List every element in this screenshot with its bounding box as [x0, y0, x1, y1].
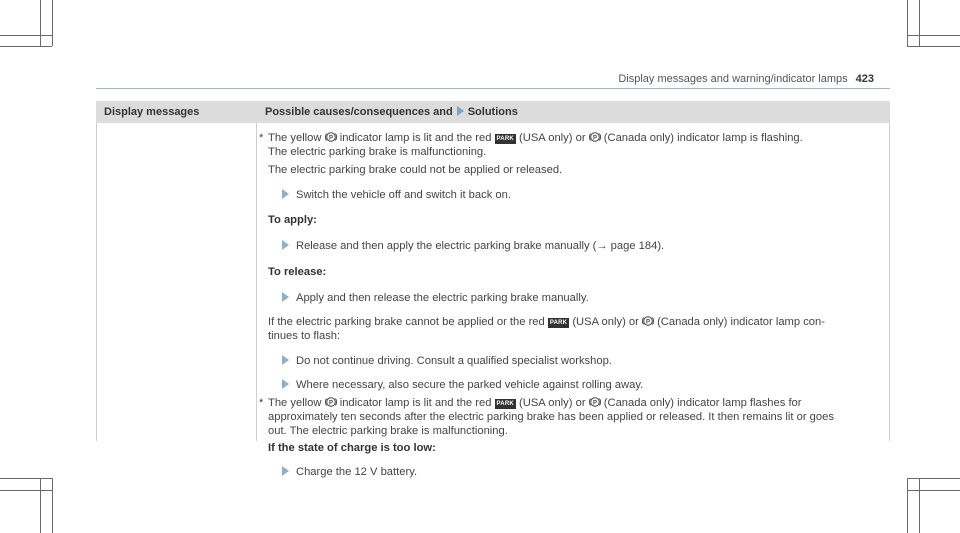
svg-text:P: P [328, 135, 333, 142]
body-text [268, 315, 883, 329]
body-text: tinues to flash: [268, 330, 341, 342]
page-number: 423 [855, 73, 874, 85]
col-header-causes: Possible causes/consequences and [265, 106, 453, 118]
park-indicator-icon: PARK [496, 401, 514, 407]
text: (Canada only) indicator lamp is flashing. [603, 132, 803, 144]
parking-brake-icon [325, 396, 337, 408]
svg-text:P: P [645, 319, 650, 326]
text: (USA only) or [519, 397, 586, 409]
text: If the electric parking brake cannot be applied or the red [268, 316, 545, 328]
crop-mark [907, 0, 908, 46]
park-indicator-icon: PARK [549, 320, 568, 326]
crop-mark [0, 478, 52, 479]
action-step [268, 354, 883, 368]
action-arrow-icon [282, 379, 289, 389]
crop-mark [907, 35, 960, 36]
bullet-asterisk: * [259, 132, 264, 144]
text: (Canada only) indicator lamp con- [657, 316, 825, 328]
action-step [268, 291, 883, 305]
bullet-asterisk: * [259, 397, 264, 409]
bullet-paragraph [259, 396, 883, 410]
action-step [268, 378, 883, 392]
svg-text:P: P [592, 400, 597, 407]
text: (USA only) or [572, 316, 639, 328]
header-rule [96, 88, 890, 89]
bullet-paragraph [259, 131, 883, 145]
crop-mark [0, 46, 52, 47]
crop-mark [52, 478, 53, 533]
text: indicator lamp is lit and the red [339, 397, 492, 409]
text: (Canada only) indicator lamp flashes for [603, 397, 802, 409]
col-header-causes-solutions [265, 106, 518, 118]
step-text: Charge the 12 V battery. [296, 466, 418, 478]
col-header-solutions: Solutions [467, 106, 518, 118]
parking-brake-icon [589, 131, 601, 143]
column-divider [256, 123, 257, 441]
solution-arrow-icon [457, 106, 464, 116]
text: The yellow [268, 132, 322, 144]
crop-mark [919, 0, 920, 46]
column-divider [889, 123, 890, 441]
subheading-apply: To apply: [268, 214, 317, 226]
step-text: Do not continue driving. Consult a qualified specialist workshop. [296, 355, 612, 367]
action-arrow-icon [282, 292, 289, 302]
messages-table [96, 101, 890, 478]
body-text: out. The electric parking brake is malfunctioning. [268, 425, 508, 437]
step-text[interactable]: Release and then apply the electric parking brake manually (→ page 184). [296, 240, 665, 252]
body-text: The electric parking brake is malfunctioning. [268, 146, 487, 158]
text: (USA only) or [519, 132, 586, 144]
step-text: Apply and then release the electric parking brake manually. [296, 292, 589, 304]
body-text: approximately ten seconds after the electric parking brake has been applied or released. It then remains lit or goes [268, 411, 834, 423]
action-arrow-icon [282, 240, 289, 250]
action-step [268, 239, 883, 253]
svg-text:P: P [328, 400, 333, 407]
action-step [268, 188, 883, 202]
action-arrow-icon [282, 355, 289, 365]
causes-solutions-column [259, 129, 883, 479]
crop-mark [0, 490, 52, 491]
park-indicator-icon: PARK [496, 136, 514, 142]
running-title: Display messages and warning/indicator lamps [618, 73, 848, 85]
text: indicator lamp is lit and the red [339, 132, 492, 144]
action-step [268, 465, 883, 479]
parking-brake-icon [325, 131, 337, 143]
step-text: Where necessary, also secure the parked vehicle against rolling away. [296, 379, 644, 391]
crop-mark [0, 35, 52, 36]
subheading-release: To release: [268, 266, 327, 278]
parking-brake-icon [589, 396, 601, 408]
subheading-charge: If the state of charge is too low: [268, 442, 436, 454]
action-arrow-icon [282, 466, 289, 476]
step-text: Switch the vehicle off and switch it back on. [296, 189, 511, 201]
text: The yellow [268, 397, 322, 409]
body-text: The electric parking brake could not be applied or released. [268, 164, 563, 176]
parking-brake-icon [642, 315, 654, 327]
crop-mark [907, 490, 960, 491]
table-header [96, 101, 890, 123]
crop-mark [907, 46, 960, 47]
col-header-display-messages: Display messages [104, 106, 200, 118]
column-divider [96, 123, 97, 441]
crop-mark [52, 0, 53, 46]
action-arrow-icon [282, 189, 289, 199]
crop-mark [907, 478, 960, 479]
svg-text:P: P [592, 135, 597, 142]
crop-mark [40, 478, 41, 533]
crop-mark [907, 478, 908, 533]
running-head [618, 73, 874, 85]
crop-mark [40, 0, 41, 46]
crop-mark [919, 478, 920, 533]
